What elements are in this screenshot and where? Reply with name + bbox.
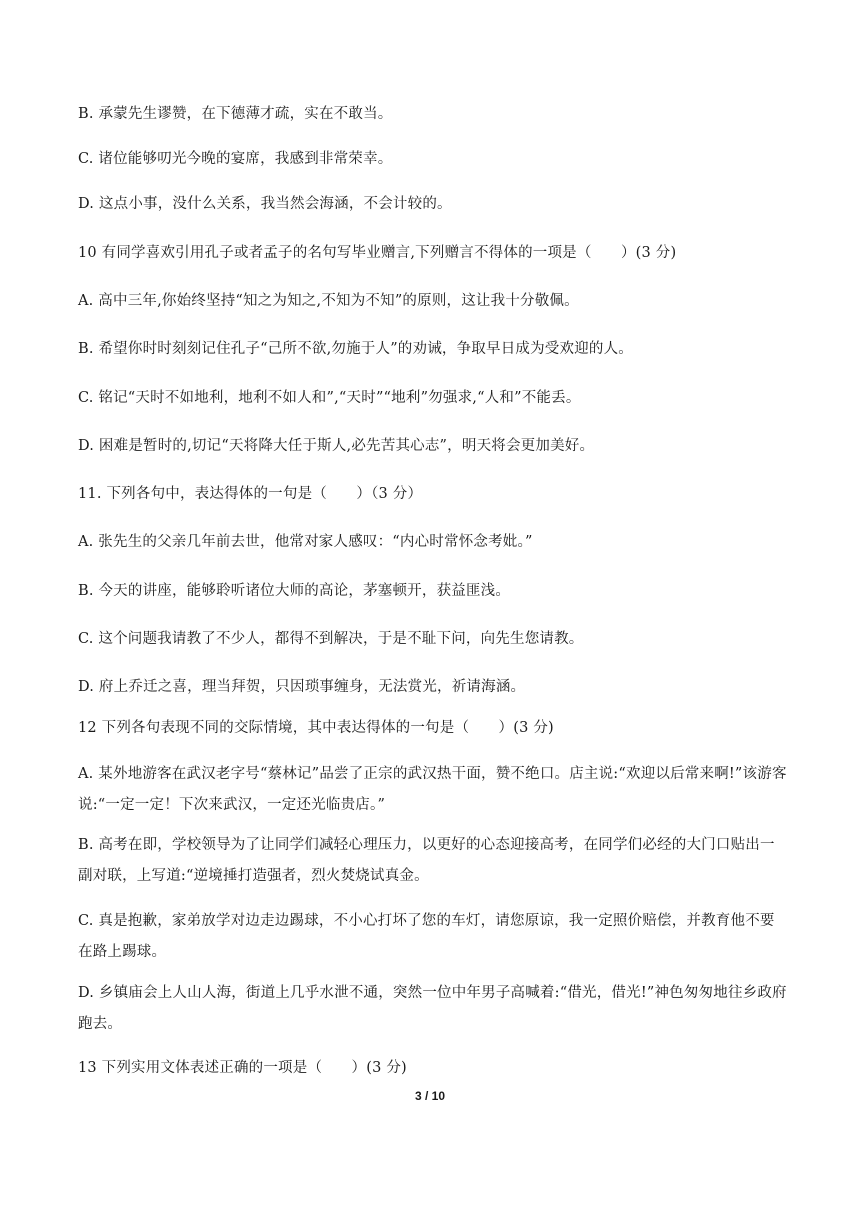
- q11-option-a: A. 张先生的父亲几年前去世，他常对家人感叹：“内心时常怀念考妣。”: [78, 534, 533, 550]
- q11-option-d: D. 府上乔迁之喜，理当拜贺，只因琐事缠身，无法赏光，祈请海涵。: [78, 679, 526, 695]
- q10-stem: 10 有同学喜欢引用孔子或者孟子的名句写毕业赠言,下列赠言不得体的一项是（ ）(3 分): [78, 245, 677, 261]
- q10-option-b: B. 希望你时时刻刻记住孔子“己所不欲,勿施于人”的劝诫，争取早日成为受欢迎的人。: [78, 341, 634, 357]
- q12-option-b: B. 高考在即，学校领导为了让同学们减轻心理压力，以更好的心态迎接高考，在同学们必经的大门口贴出一副对联，上写道:“逆境捶打造强者，烈火焚烧试真金。: [78, 837, 775, 884]
- q9-option-c: C. 诸位能够叨光今晚的宴席，我感到非常荣幸。: [78, 151, 393, 167]
- q12-stem: 12 下列各句表现不同的交际情境，其中表达得体的一句是（ ）(3 分): [78, 720, 554, 736]
- q10-option-a: A. 高中三年,你始终坚持“知之为知之,不知为不知”的原则，这让我十分敬佩。: [78, 293, 579, 309]
- q11-option-c: C. 这个问题我请教了不少人，都得不到解决，于是不耻下问，向先生您请教。: [78, 631, 584, 647]
- q9-option-b: B. 承蒙先生谬赞，在下德薄才疏，实在不敢当。: [78, 106, 393, 122]
- q11-stem: 11. 下列各句中，表达得体的一句是（ ）（3 分）: [78, 486, 423, 502]
- q12-option-a: A. 某外地游客在武汉老字号“蔡林记”品尝了正宗的武汉热干面，赞不绝口。店主说:“欢迎以后常来啊!”该游客说:“一定一定！下次来武汉，一定还光临贵店。”: [78, 766, 787, 813]
- q10-option-d: D. 困难是暂时的,切记“天将降大任于斯人,必先苦其心志”，明天将会更加美好。: [78, 438, 595, 454]
- q9-option-d: D. 这点小事，没什么关系，我当然会海涵，不会计较的。: [78, 196, 452, 212]
- q12-option-d: D. 乡镇庙会上人山人海，街道上几乎水泄不通，突然一位中年男子高喊着:“借光，借光!”神色匆匆地往乡政府跑去。: [78, 985, 787, 1032]
- q11-option-b: B. 今天的讲座，能够聆听诸位大师的高论，茅塞顿开，获益匪浅。: [78, 583, 511, 599]
- q12-option-c: C. 真是抱歉，家弟放学对边走边踢球，不小心打坏了您的车灯，请您原谅，我一定照价赔偿，并教育他不要在路上踢球。: [78, 913, 775, 960]
- page-number: 3 / 10: [414, 1089, 446, 1103]
- q10-option-c: C. 铭记“天时不如地利，地利不如人和”,“天时”“地利”勿强求,“人和”不能丢。: [78, 390, 581, 406]
- q13-stem: 13 下列实用文体表述正确的一项是（ ）(3 分): [78, 1060, 407, 1076]
